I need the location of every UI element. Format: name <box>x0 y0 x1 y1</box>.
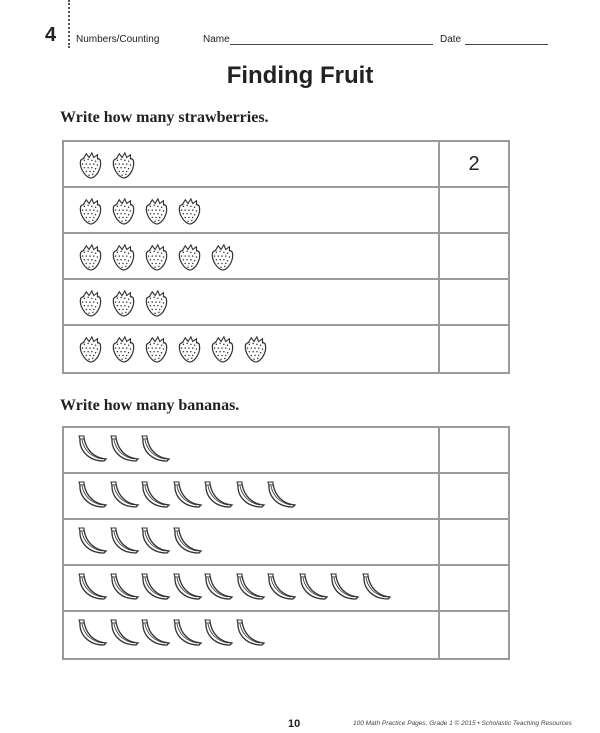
banana-row <box>64 612 508 658</box>
dotted-margin-line <box>68 0 70 48</box>
banana-icon <box>76 572 108 609</box>
strawberry-answer-box[interactable] <box>440 234 508 278</box>
banana-icon <box>76 618 108 655</box>
banana-icon <box>328 572 360 609</box>
strawberry-row <box>64 142 508 188</box>
strawberry-icon <box>175 334 203 369</box>
banana-answer-box[interactable] <box>440 612 508 658</box>
banana-icon <box>297 572 329 609</box>
strawberry-row <box>64 326 508 372</box>
banana-icon <box>171 572 203 609</box>
strawberry-icon <box>175 242 203 277</box>
strawberry-instruction: Write how many strawberries. <box>60 109 269 126</box>
strawberry-picture-cell <box>64 142 440 186</box>
banana-icon <box>108 618 140 655</box>
banana-icon <box>139 526 171 563</box>
strawberry-answer-box[interactable] <box>440 280 508 324</box>
banana-icon <box>108 572 140 609</box>
strawberry-icon <box>109 196 137 231</box>
banana-answer-box[interactable] <box>440 520 508 564</box>
banana-answer-box[interactable] <box>440 428 508 472</box>
strawberry-row <box>64 188 508 234</box>
banana-answer-box[interactable] <box>440 474 508 518</box>
strawberry-icon <box>142 196 170 231</box>
banana-icon <box>139 572 171 609</box>
banana-row <box>64 428 508 474</box>
date-label: Date <box>440 34 462 45</box>
banana-icon <box>76 526 108 563</box>
banana-icon <box>234 480 266 517</box>
banana-row <box>64 566 508 612</box>
banana-icon <box>108 526 140 563</box>
name-field[interactable] <box>230 44 433 45</box>
banana-icon <box>234 572 266 609</box>
banana-picture-cell <box>64 612 440 658</box>
banana-icon <box>171 480 203 517</box>
banana-icon <box>265 572 297 609</box>
strawberry-picture-cell <box>64 234 440 278</box>
strawberry-icon <box>142 242 170 277</box>
banana-picture-cell <box>64 566 440 610</box>
banana-icon <box>265 480 297 517</box>
date-field[interactable] <box>465 44 548 45</box>
strawberry-icon <box>109 242 137 277</box>
banana-icon <box>108 480 140 517</box>
banana-row <box>64 474 508 520</box>
strawberry-icon <box>76 150 104 185</box>
page-title: Finding Fruit <box>226 62 374 89</box>
banana-row <box>64 520 508 566</box>
banana-icon <box>139 434 171 471</box>
banana-icon <box>360 572 392 609</box>
strawberry-answer-box[interactable]: 2 <box>468 153 480 175</box>
banana-icon <box>139 480 171 517</box>
strawberry-icon <box>208 242 236 277</box>
banana-icon <box>202 572 234 609</box>
banana-icon <box>171 526 203 563</box>
section-label: Numbers/Counting <box>76 34 160 45</box>
strawberry-picture-cell <box>64 188 440 232</box>
footer-page-number: 10 <box>288 718 301 730</box>
banana-icon <box>171 618 203 655</box>
banana-icon <box>139 618 171 655</box>
banana-table <box>62 426 510 660</box>
strawberry-icon <box>109 334 137 369</box>
strawberry-icon <box>109 150 137 185</box>
strawberry-icon <box>109 288 137 323</box>
strawberry-icon <box>142 288 170 323</box>
banana-icon <box>76 480 108 517</box>
banana-icon <box>108 434 140 471</box>
banana-picture-cell <box>64 520 440 564</box>
banana-icon <box>76 434 108 471</box>
banana-instruction: Write how many bananas. <box>60 397 240 414</box>
strawberry-table <box>62 140 510 374</box>
strawberry-picture-cell <box>64 280 440 324</box>
strawberry-icon <box>241 334 269 369</box>
strawberry-row <box>64 280 508 326</box>
banana-picture-cell <box>64 428 440 472</box>
name-label: Name <box>203 34 230 45</box>
strawberry-icon <box>76 288 104 323</box>
banana-icon <box>202 480 234 517</box>
footer-credit: 100 Math Practice Pages, Grade 1 © 2015 • Scholastic Teaching Resources <box>353 720 572 727</box>
strawberry-icon <box>76 334 104 369</box>
strawberry-row <box>64 234 508 280</box>
banana-icon <box>234 618 266 655</box>
strawberry-picture-cell <box>64 326 440 372</box>
strawberry-answer-box[interactable] <box>440 326 508 372</box>
banana-answer-box[interactable] <box>440 566 508 610</box>
banana-icon <box>202 618 234 655</box>
strawberry-icon <box>76 196 104 231</box>
strawberry-icon <box>76 242 104 277</box>
banana-picture-cell <box>64 474 440 518</box>
strawberry-answer-box[interactable] <box>440 188 508 232</box>
strawberry-icon <box>175 196 203 231</box>
strawberry-icon <box>142 334 170 369</box>
strawberry-icon <box>208 334 236 369</box>
section-number: 4 <box>45 24 57 46</box>
